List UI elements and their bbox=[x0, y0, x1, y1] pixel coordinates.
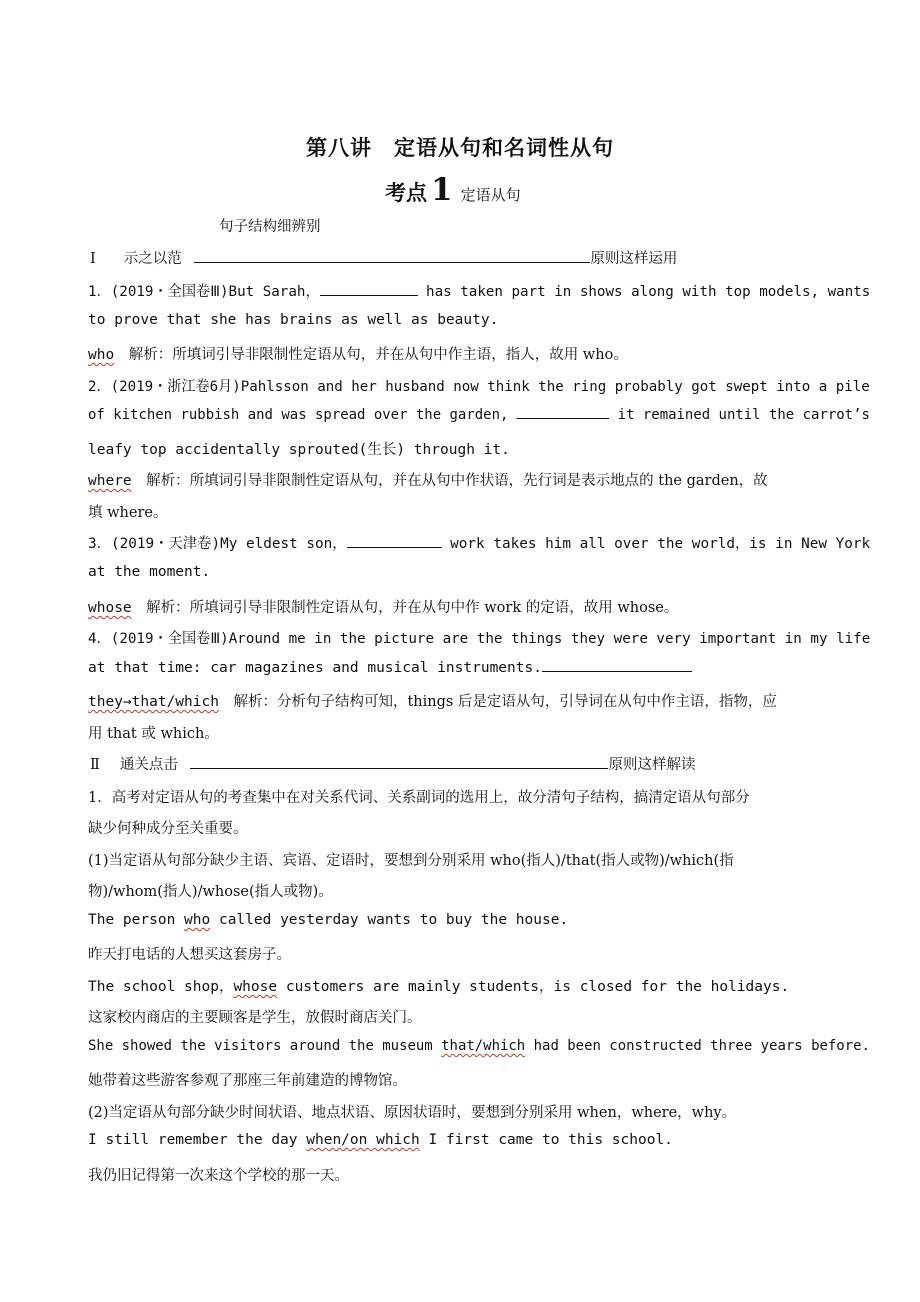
example4: I still remember the day when/on which I first came to this school. bbox=[88, 1132, 673, 1148]
example3: She showed the visitors around the museum that/which had been constructed three years before. bbox=[88, 1038, 870, 1054]
q4-answer: they→that/which bbox=[88, 694, 219, 710]
section1-label: 示之以范 bbox=[123, 251, 182, 267]
section2-rule bbox=[190, 756, 608, 769]
q2-answer: where bbox=[88, 473, 132, 489]
q2-blank bbox=[517, 406, 609, 419]
q2-line3: leafy top accidentally sprouted(生长) through it. bbox=[88, 442, 510, 458]
kaodian-word: 考点 bbox=[385, 181, 427, 205]
q1-answer: who bbox=[88, 347, 115, 363]
q4-explanation-cont: 用 that 或 which。 bbox=[88, 726, 219, 742]
section2-heading bbox=[90, 753, 695, 774]
kaodian-subtitle: 定语从句 bbox=[460, 186, 521, 204]
body-para1-line1: 1．高考对定语从句的考查集中在对关系代词、关系副词的选用上，故分清句子结构，搞清定语从句部分 bbox=[88, 790, 750, 806]
example4-keyword: when/on which bbox=[306, 1132, 420, 1148]
q2-explanation: 解析：所填词引导非限制性定语从句，并在从句中作状语，先行词是表示地点的 the garden，故 bbox=[131, 473, 768, 489]
q3-explanation: 解析：所填词引导非限制性定语从句，并在从句中作 work 的定语，故用 whose。 bbox=[131, 600, 679, 616]
q1-line2: to prove that she has brains as well as beauty. bbox=[88, 312, 499, 328]
section2-label: 通关点击 bbox=[119, 757, 178, 773]
section1-rule bbox=[194, 250, 590, 263]
q1-explanation: 解析：所填词引导非限制性定语从句，并在从句中作主语，指人，故用 who。 bbox=[114, 347, 628, 363]
section2-numeral: Ⅱ bbox=[90, 757, 100, 773]
body-para2-line2: 物)/whom(指人)/whose(指人或物)。 bbox=[88, 884, 333, 900]
kaodian-number: 1 bbox=[431, 172, 453, 208]
example2-translation: 这家校内商店的主要顾客是学生，放假时商店关门。 bbox=[88, 1010, 422, 1026]
body-para2-line1: (1)当定语从句部分缺少主语、宾语、定语时，要想到分别采用 who(指人)/that(指人或物)/which(指 bbox=[88, 853, 734, 869]
example1: The person who called yesterday wants to buy the house. bbox=[88, 912, 569, 928]
example3-translation: 她带着这些游客参观了那座三年前建造的博物馆。 bbox=[88, 1073, 407, 1089]
q3-answer: whose bbox=[88, 600, 132, 616]
body-para3: (2)当定语从句部分缺少时间状语、地点状语、原因状语时，要想到分别采用 when，where，why。 bbox=[88, 1105, 737, 1121]
section1-right: 原则这样运用 bbox=[590, 251, 678, 267]
example2: The school shop，whose customers are mainly students，is closed for the holidays. bbox=[88, 979, 790, 995]
q4-blank bbox=[542, 659, 692, 672]
q3-line2: at the moment. bbox=[88, 564, 211, 580]
q4-explanation: 解析：分析句子结构可知，things 后是定语从句，引导词在从句中作主语，指物，应 bbox=[218, 694, 777, 710]
section2-right: 原则这样解读 bbox=[608, 757, 696, 773]
q2-line1: 2．(2019・浙江卷6月)Pahlsson and her husband now think the ring probably got swept into a pile bbox=[88, 379, 870, 395]
example1-keyword: who bbox=[184, 912, 211, 928]
q3-line1: 3．(2019・天津卷)My eldest son， work takes him all over the world，is in New York bbox=[88, 536, 871, 552]
q1-line1: 1．(2019・全国卷Ⅲ)But Sarah， has taken part in shows along with top models, wants bbox=[88, 284, 871, 300]
subtitle: 句子结构细辨别 bbox=[219, 219, 321, 235]
example3-keyword: that/which bbox=[441, 1038, 526, 1054]
kaodian-heading bbox=[385, 172, 521, 208]
q1-blank bbox=[320, 283, 418, 296]
q1-answer-line bbox=[88, 343, 628, 364]
q2-answer-line bbox=[88, 469, 768, 490]
lecture-title: 第八讲 定语从句和名词性从句 bbox=[306, 136, 614, 160]
q4-line1: 4．(2019・全国卷Ⅲ)Around me in the picture are the things they were very important in my life bbox=[88, 631, 871, 647]
section1-numeral: Ⅰ bbox=[90, 251, 96, 267]
example1-translation: 昨天打电话的人想买这套房子。 bbox=[88, 947, 291, 963]
body-para1-line2: 缺少何种成分至关重要。 bbox=[88, 821, 248, 837]
example2-keyword: whose bbox=[233, 979, 278, 995]
q2-line2: of kitchen rubbish and was spread over the garden, it remained until the carrot’s bbox=[88, 407, 870, 423]
q3-blank bbox=[347, 535, 442, 548]
q3-answer-line bbox=[88, 596, 678, 617]
q4-line2: at that time: car magazines and musical instruments. bbox=[88, 659, 692, 676]
q2-explanation-cont: 填 where。 bbox=[88, 505, 168, 521]
q4-answer-line bbox=[88, 690, 777, 711]
section1-heading bbox=[90, 247, 677, 268]
example4-translation: 我仍旧记得第一次来这个学校的那一天。 bbox=[88, 1168, 349, 1184]
